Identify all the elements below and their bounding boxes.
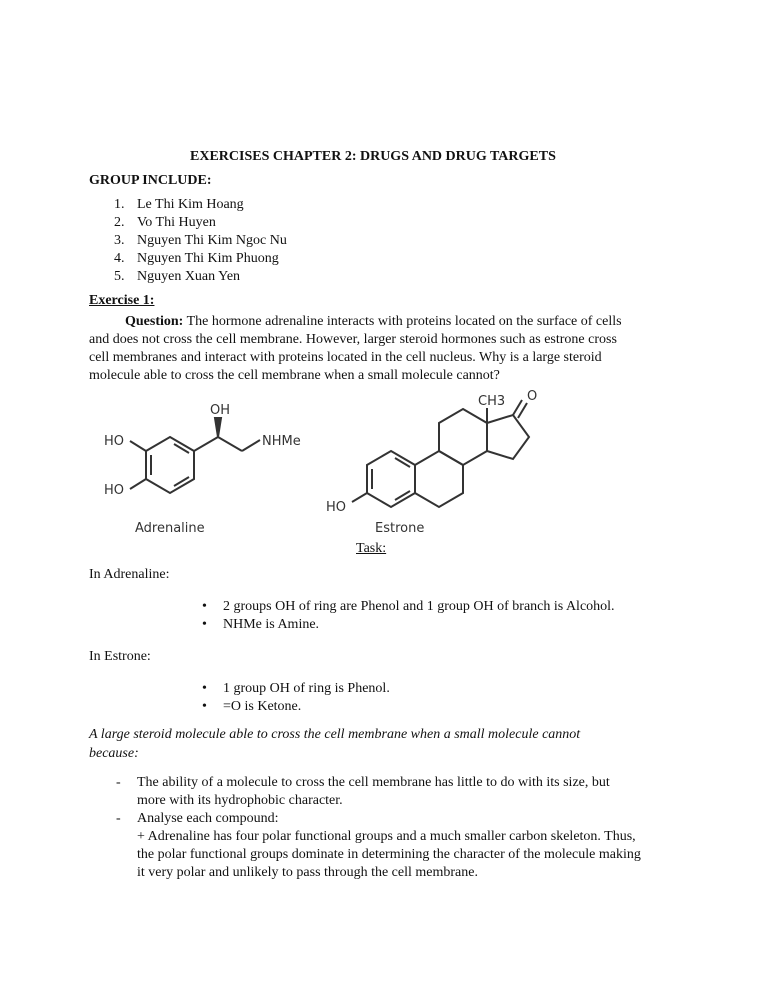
member-item: Nguyen Xuan Yen: [137, 269, 241, 284]
question-line: cell membranes and interact with proteins located in the cell nucleus. Why is a large steroid: [89, 350, 602, 365]
member-item: Nguyen Thi Kim Ngoc Nu: [137, 233, 287, 248]
member-item: Le Thi Kim Hoang: [137, 197, 244, 212]
atom-label: HO: [104, 434, 125, 449]
question-line: molecule able to cross the cell membrane when a small molecule cannot?: [89, 368, 500, 383]
bullet-item: NHMe is Amine.: [223, 617, 320, 632]
atom-label: OH: [210, 403, 231, 418]
dash: -: [116, 811, 121, 826]
bullet: •: [202, 617, 207, 632]
list-number: 5.: [114, 269, 125, 284]
dash-item-line: the polar functional groups dominate in determining the character of the molecule making: [137, 847, 641, 862]
member-item: Nguyen Thi Kim Phuong: [137, 251, 279, 266]
task-heading: Task:: [356, 541, 387, 556]
bullet: •: [202, 681, 207, 696]
bullet-item: 1 group OH of ring is Phenol.: [223, 681, 390, 696]
atom-label: HO: [104, 483, 125, 498]
list-number: 3.: [114, 233, 125, 248]
dash-item-line: The ability of a molecule to cross the cell membrane has little to do with its size, but: [137, 775, 610, 790]
question-label: Question:: [125, 314, 184, 329]
dash-item-line: Analyse each compound:: [137, 811, 279, 826]
estrone-structure: [352, 400, 529, 507]
atom-label: O: [527, 389, 538, 404]
atom-label: NHMe: [262, 434, 301, 449]
atom-label: HO: [326, 500, 347, 515]
group-heading: GROUP INCLUDE:: [89, 173, 212, 188]
question-line: and does not cross the cell membrane. However, larger steroid hormones such as estrone cross: [89, 332, 617, 347]
dash-item-line: it very polar and unlikely to pass through the cell membrane.: [137, 865, 478, 880]
bullet-item: =O is Ketone.: [223, 699, 302, 714]
atom-label: CH3: [478, 394, 506, 409]
italic-statement: because:: [89, 746, 139, 761]
adrenaline-label: Adrenaline: [135, 521, 205, 536]
dash-item-line: more with its hydrophobic character.: [137, 793, 343, 808]
list-number: 4.: [114, 251, 125, 266]
bullet-item: 2 groups OH of ring are Phenol and 1 group OH of branch is Alcohol.: [223, 599, 615, 614]
list-number: 1.: [114, 197, 125, 212]
adrenaline-structure: [130, 418, 260, 493]
bullet: •: [202, 699, 207, 714]
bullet: •: [202, 599, 207, 614]
adrenaline-heading: In Adrenaline:: [89, 567, 170, 582]
list-number: 2.: [114, 215, 125, 230]
document-title: EXERCISES CHAPTER 2: DRUGS AND DRUG TARGETS: [190, 149, 556, 164]
question-text: The hormone adrenaline interacts with proteins located on the surface of cells: [183, 314, 622, 329]
member-item: Vo Thi Huyen: [137, 215, 216, 230]
italic-statement: A large steroid molecule able to cross the cell membrane when a small molecule cannot: [89, 727, 581, 742]
dash: -: [116, 775, 121, 790]
estrone-label: Estrone: [375, 521, 425, 536]
dash-item-line: + Adrenaline has four polar functional groups and a much smaller carbon skeleton. Thus,: [137, 829, 636, 844]
exercise-heading: Exercise 1:: [89, 293, 155, 308]
estrone-heading: In Estrone:: [89, 649, 151, 664]
